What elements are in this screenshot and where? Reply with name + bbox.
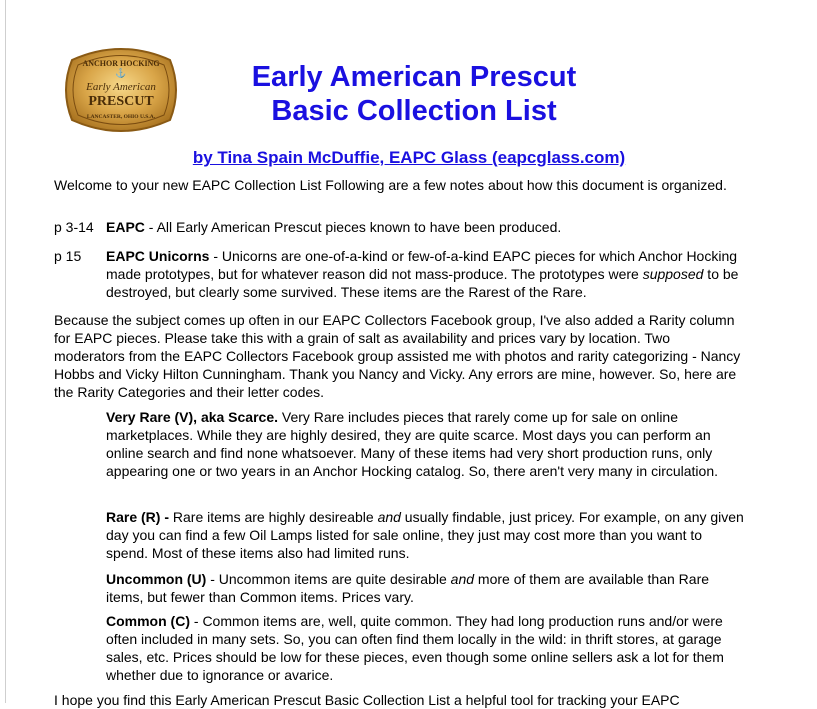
section-name: EAPC [106, 219, 145, 235]
section-text: - Unicorns are one-of-a-kind or few-of-a-kind EAPC pieces for which Anchor Hocking made prototypes, but for whatever reason did not mass-produce. The prototypes were [106, 248, 738, 282]
rarity-text-emphasis: and [377, 509, 401, 525]
closing-text: I hope you find this Early American Prescut Basic Collection List a helpful tool for tracking your EAPC [54, 692, 680, 708]
rarity-intro-paragraph: Because the subject comes up often in our EAPC Collectors Facebook group, I've also added a Rarity column for EAPC pieces. Please take this with a grain of salt as availability and prices vary by location. Two moderators from the EAPC Collectors Facebook group assisted me with photos and rarity categorizing - Nancy Hobbs and Vicky Hilton Cunningham. Thank you Nancy and Vicky. Any errors are mine, however. So, here are the Rarity Categories and their letter codes. [54, 312, 741, 400]
section-name: EAPC Unicorns [106, 248, 210, 264]
rarity-text: - Common items are, well, quite common. They had long production runs and/or were often included in many sets. So, you can often find them locally in the wild: in thrift stores, at garage sales, etc. Prices should be low for these pieces, even though some online sellers ask a lot for them whether due to ignorance or avarice. [106, 613, 724, 683]
rarity-text: - Uncommon items are quite desirable [206, 571, 451, 587]
section-pages: p 3-14 [54, 219, 94, 235]
logo-line3: PRESCUT [88, 94, 154, 109]
rarity-label: Common (C) [106, 613, 190, 629]
title-line-2: Basic Collection List [271, 95, 557, 127]
rarity-text: more of them are available than Rare items, but fewer than Common items. Prices vary. [106, 571, 710, 605]
rarity-rare [106, 508, 746, 562]
rarity-label: Very Rare (V), aka Scarce. [106, 409, 279, 425]
rarity-label: Rare (R) - [106, 509, 170, 525]
rarity-text: Rare items are highly desireable [169, 509, 378, 525]
byline-link[interactable]: by Tina Spain McDuffie, EAPC Glass (eapcglass.com) [192, 148, 626, 167]
section-text-emphasis: supposed [642, 266, 704, 282]
section-description [106, 247, 746, 301]
section-description [106, 218, 746, 236]
logo-line2: Early American [86, 81, 156, 93]
section-text: - All Early American Prescut pieces known to have been produced. [144, 219, 562, 235]
page-edge [5, 0, 6, 703]
rarity-text: usually findable, just pricey. For example, on any given day you can find a few Oil Lamps listed for sale online, they just may cost more than you want to spend. Most of these items also had limited runs. [106, 509, 744, 561]
rarity-text-emphasis: and [450, 571, 475, 587]
title-line-1: Early American Prescut [251, 61, 577, 93]
rarity-text: Very Rare includes pieces that rarely come up for sale on online marketplaces. While they are highly desired, they are quite scarce. Most days you can perform an online search and find none whatsoever. Many of these items had very short production runs, only appearing one or two years in an Anchor Hocking catalog. So, there aren't very many in circulation. [106, 409, 719, 479]
rarity-very-rare [106, 408, 746, 480]
section-text: to be destroyed, but clearly some survived. These items are the Rarest of the Rare. [106, 266, 739, 300]
anchor-icon: ⚓ [115, 68, 127, 78]
section-pages: p 15 [54, 248, 82, 264]
rarity-label: Uncommon (U) [106, 571, 207, 587]
logo-line4: LANCASTER, OHIO U.S.A. [86, 114, 156, 120]
rarity-uncommon [106, 570, 746, 606]
page-title [160, 60, 668, 128]
logo-line1: ANCHOR HOCKING [82, 59, 160, 68]
intro-text: Welcome to your new EAPC Collection List Following are a few notes about how this document is organized. [54, 177, 727, 193]
rarity-common [106, 612, 746, 684]
